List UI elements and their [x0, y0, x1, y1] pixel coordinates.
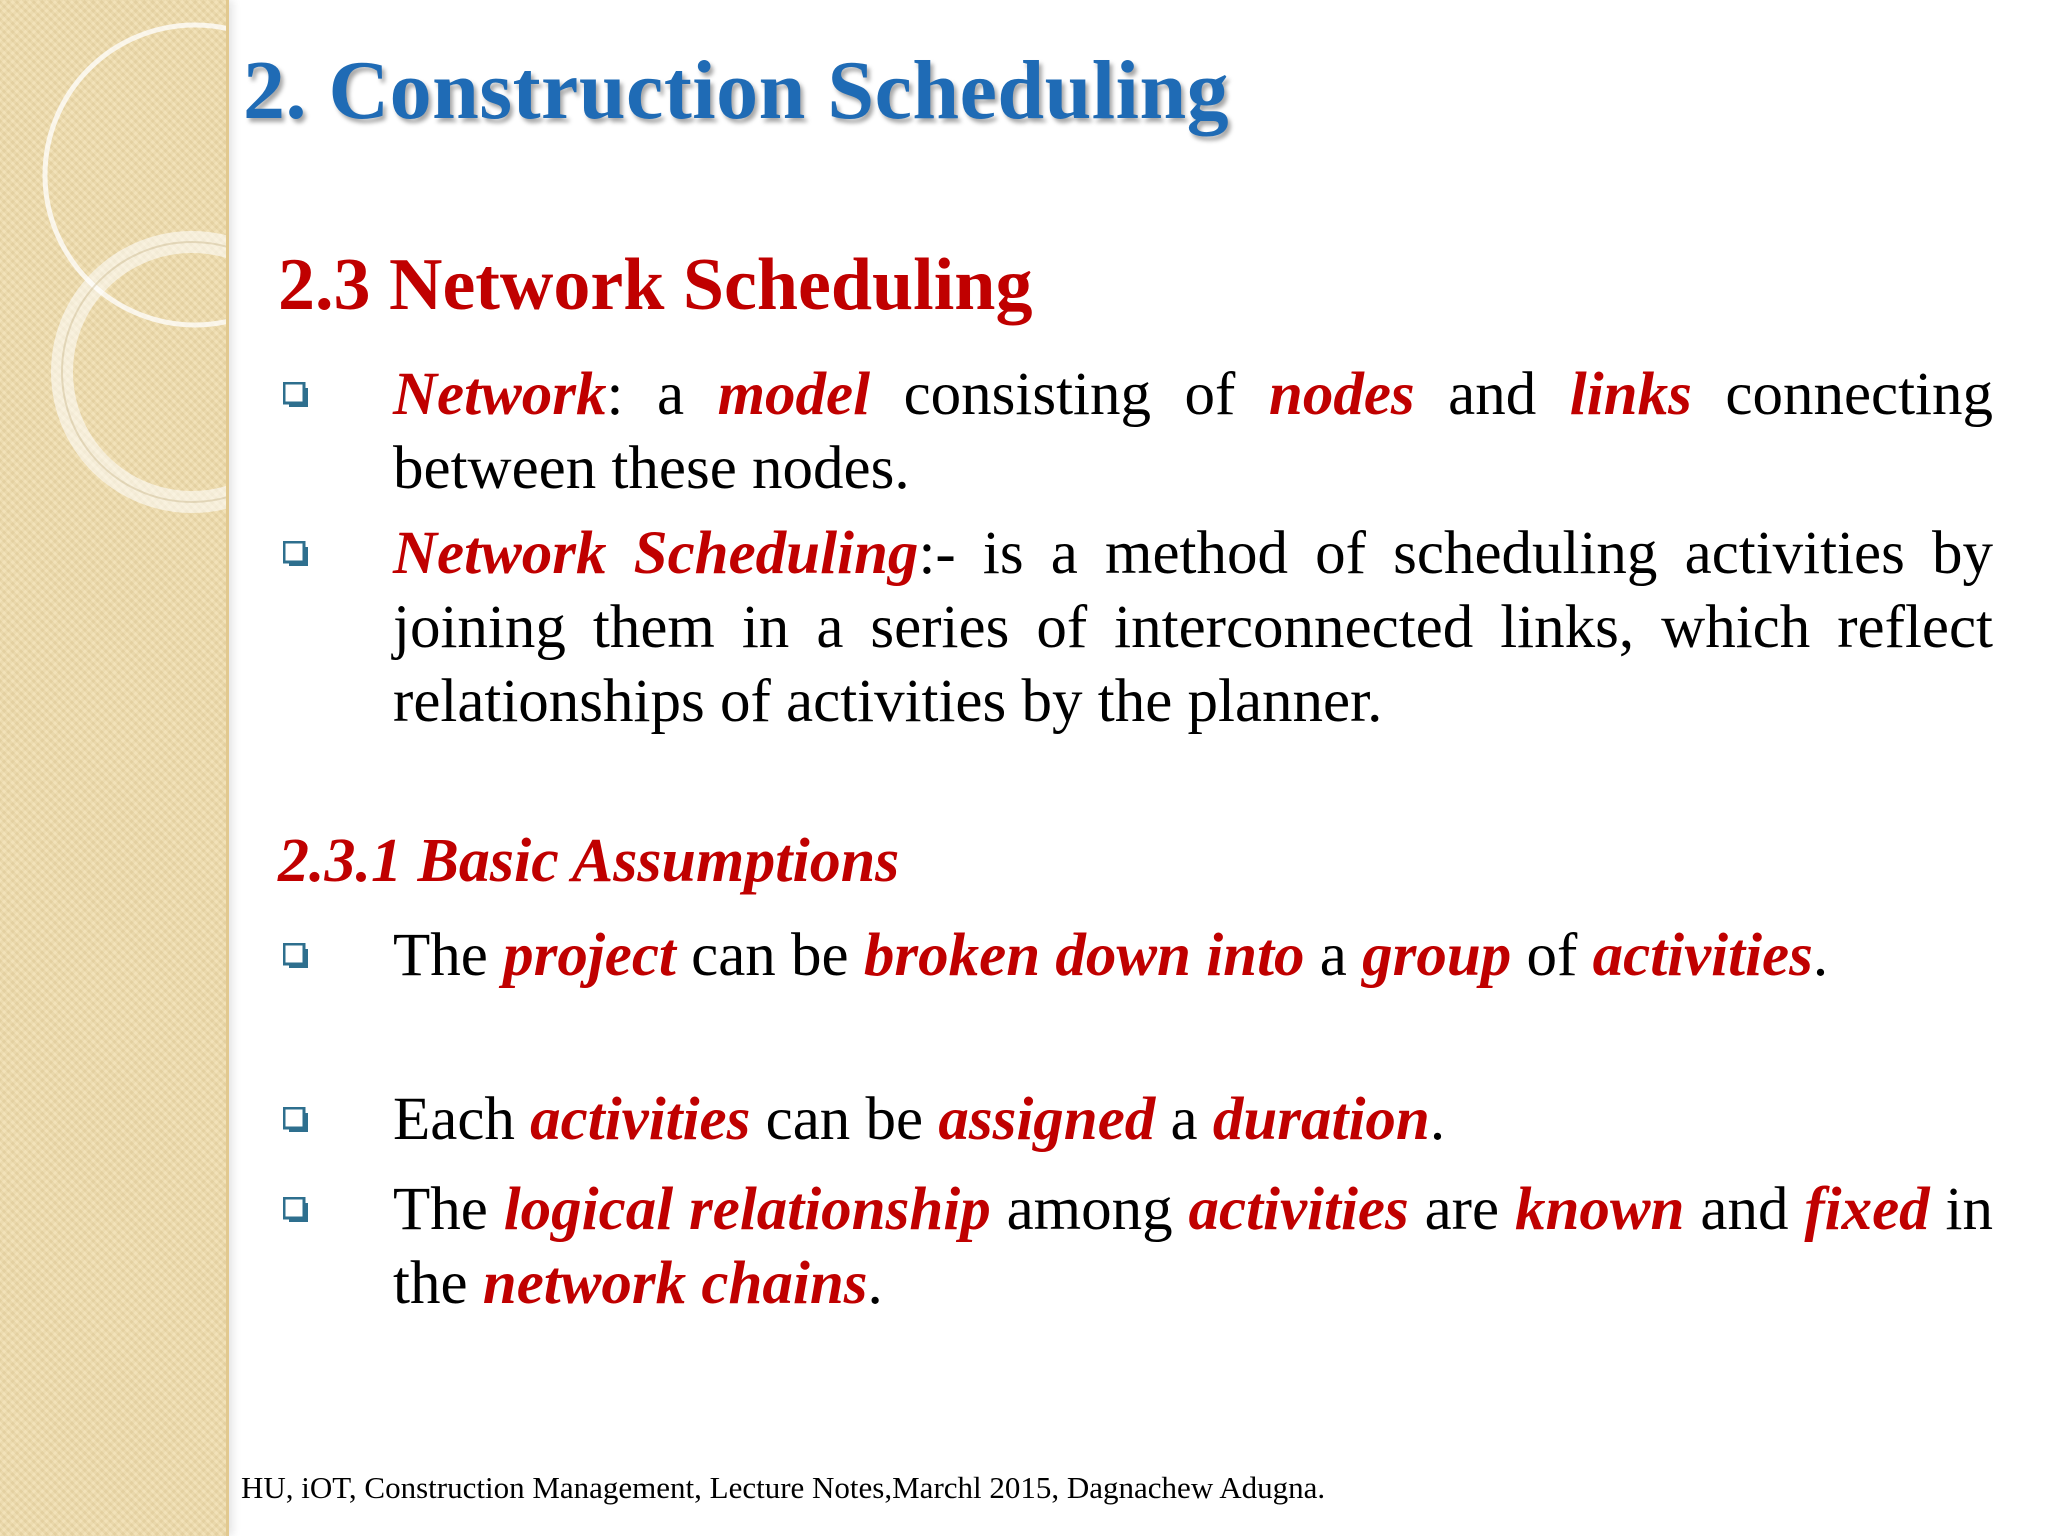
- highlighted-term: group: [1362, 922, 1512, 989]
- subsection-heading: 2.3.1 Basic Assumptions: [278, 827, 900, 895]
- highlighted-term: activities: [530, 1086, 751, 1153]
- highlighted-term: duration: [1212, 1086, 1430, 1153]
- bullet-text-segment: are: [1408, 1176, 1515, 1243]
- footer-citation: HU, iOT, Construction Management, Lecture Notes,Marchl 2015, Dagnachew Adugna.: [241, 1470, 1326, 1505]
- bullet-text-segment: :- is a method of scheduling activities by joining them in a series of interconnected links, which reflect relationships of activities by the planner.: [393, 520, 1994, 735]
- bullet-text-segment: can be: [675, 922, 864, 989]
- bullet-text: [393, 1083, 1993, 1157]
- bullet-text-segment: The: [393, 1176, 504, 1243]
- highlighted-term: activities: [1592, 922, 1813, 989]
- square-checkbox-bullet-icon: [283, 382, 308, 407]
- bullet-text-segment: and: [1414, 361, 1570, 428]
- bullet-text-segment: of: [1511, 922, 1593, 989]
- section-heading: 2.3 Network Scheduling: [278, 244, 1033, 326]
- square-checkbox-bullet-icon: [283, 1107, 308, 1132]
- bullet-text-segment: among: [990, 1176, 1189, 1243]
- highlighted-term: Network Scheduling: [393, 520, 919, 587]
- bullet-text: [393, 919, 1993, 993]
- square-checkbox-bullet-icon: [283, 541, 308, 566]
- bullet-text-segment: can be: [750, 1086, 939, 1153]
- highlighted-term: network chains: [482, 1250, 868, 1317]
- bullet-text-segment: Each: [393, 1086, 531, 1153]
- slide-title: 2. Construction Scheduling: [243, 44, 1230, 137]
- decorative-sidebar: [0, 0, 229, 1536]
- bullet-text-segment: .: [867, 1250, 883, 1317]
- highlighted-term: project: [503, 922, 676, 989]
- bullet-text-segment: and: [1684, 1176, 1805, 1243]
- highlighted-term: links: [1569, 361, 1692, 428]
- highlighted-term: fixed: [1804, 1176, 1930, 1243]
- square-checkbox-bullet-icon: [283, 943, 308, 968]
- bullet-text: [393, 358, 1993, 506]
- bullet-text-segment: a: [1155, 1086, 1213, 1153]
- bullet-text: [393, 517, 1993, 739]
- decorative-rings-graphic: [0, 0, 229, 520]
- sidebar-edge: [226, 0, 229, 1536]
- bullet-text-segment: .: [1812, 922, 1829, 989]
- bullet-text-segment: connecting between these nodes.: [393, 361, 1993, 502]
- highlighted-term: activities: [1188, 1176, 1409, 1243]
- square-checkbox-bullet-icon: [283, 1197, 308, 1222]
- highlighted-term: known: [1514, 1176, 1685, 1243]
- highlighted-term: assigned: [938, 1086, 1156, 1153]
- bullet-text-segment: consisting of: [870, 361, 1269, 428]
- highlighted-term: nodes: [1268, 361, 1415, 428]
- highlighted-term: model: [717, 361, 871, 428]
- bullet-text-segment: The: [393, 922, 504, 989]
- highlighted-term: Network: [393, 361, 607, 428]
- highlighted-term: logical relationship: [503, 1176, 991, 1243]
- highlighted-term: broken down into: [863, 922, 1305, 989]
- bullet-text-segment: in the: [393, 1176, 1993, 1317]
- bullet-text-segment: a: [1304, 922, 1363, 989]
- bullet-text: [393, 1173, 1993, 1321]
- bullet-text-segment: : a: [606, 361, 718, 428]
- bullet-text-segment: .: [1429, 1086, 1446, 1153]
